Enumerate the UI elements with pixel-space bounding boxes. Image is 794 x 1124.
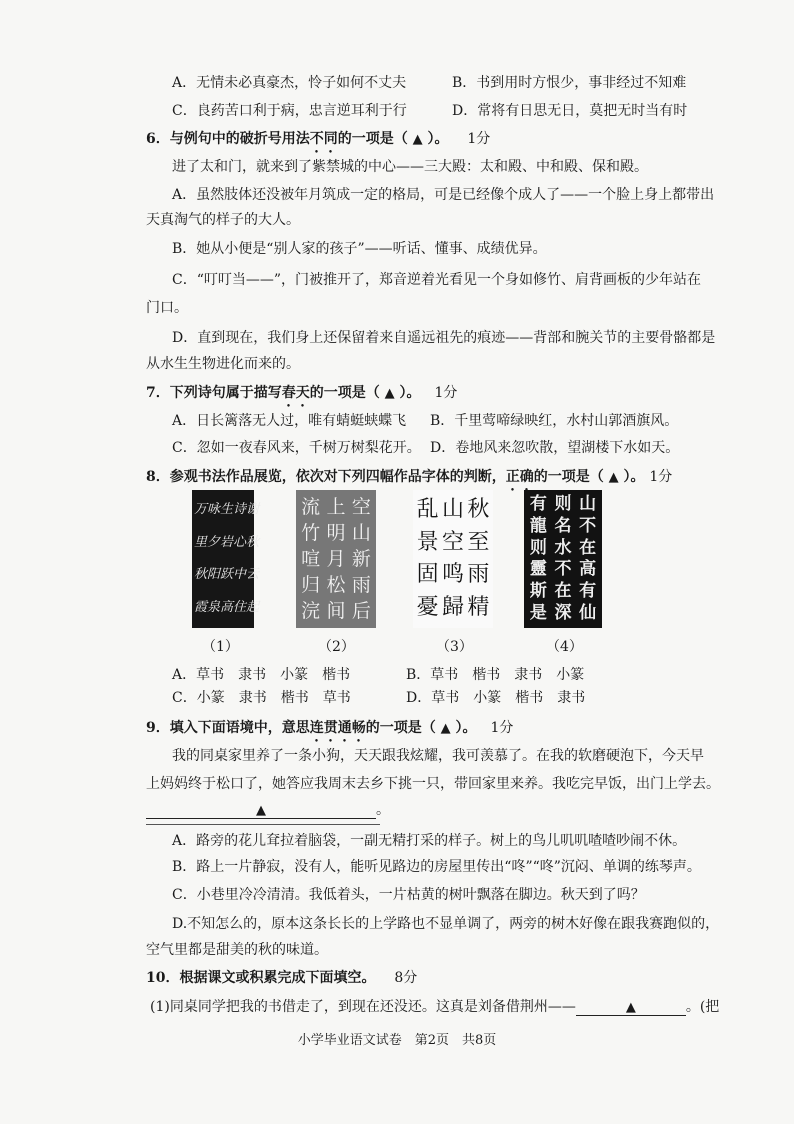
q8-stem-text: 参观书法作品展览，依次对下列四幅作品字体的判断，: [169, 469, 506, 485]
calligraphy-char: 浣: [301, 600, 321, 622]
calligraphy-char: 空: [441, 529, 464, 555]
answer-mark: ▲: [440, 721, 451, 736]
calligraphy-char: 谢: [246, 502, 260, 518]
calligraphy-char: 不: [579, 515, 597, 536]
calligraphy-char: 起: [246, 599, 260, 615]
calligraphy-char: 里: [194, 534, 208, 550]
q8-score: 1分: [649, 469, 673, 485]
q9-option-d-line1: D.不知怎么的，原本这条长长的上学路也不显单调了，两旁的树木好像在跟我赛跑似的，: [172, 916, 720, 932]
q9-option-d-line2: 空气里都是甜美的秋的味道。: [146, 942, 328, 958]
calligraphy-char: 歸: [441, 594, 464, 620]
calligraphy-char: 鸣: [441, 562, 464, 588]
calligraphy-char: 仙: [579, 602, 597, 623]
calligraphy-char: 山: [351, 522, 371, 544]
calligraphy-char: 万: [194, 502, 208, 518]
calligraphy-char: 在: [579, 537, 597, 558]
q9-passage-line1: 我的同桌家里养了一条小狗，天天跟我炫耀，我可羡慕了。在我的软磨硬泡下，今天早: [172, 748, 704, 764]
calligraphy-char: 月: [326, 548, 346, 570]
q6-example: 进了太和门，就来到了紫禁城的中心——三大殿：太和殿、中和殿、保和殿。: [172, 159, 648, 175]
q10-number: 10．: [146, 970, 180, 986]
calligraphy-column: [326, 494, 345, 624]
q5-option-b: B．书到用时方恨少，事非经过不知难: [452, 75, 687, 91]
q6-stem-text-2: 的一项是（: [337, 131, 408, 147]
q7-option-c: C．忽如一夜春风来，千树万树梨花开。: [172, 440, 421, 456]
q9-stem-text-2: 的一项是（: [365, 720, 436, 736]
calligraphy-column: [301, 494, 320, 624]
calligraphy-char: 山: [441, 497, 464, 523]
calligraphy-column: [442, 494, 464, 624]
q6-option-b: B．她从小便是“别人家的孩子”——听话、懂事、成绩优异。: [172, 241, 547, 257]
calligraphy-char: 固: [416, 562, 439, 588]
calligraphy-char: 憂: [416, 594, 439, 620]
q10-item-1-end: 。(把: [685, 999, 720, 1015]
calligraphy-char: 秋: [467, 497, 490, 523]
calligraphy-char: 上: [326, 496, 346, 518]
calligraphy-work-3: [413, 490, 493, 628]
calligraphy-char: 流: [301, 496, 321, 518]
q8-option-b: B．草书 楷书 隶书 小篆: [406, 667, 585, 683]
q5-option-a: A．无情未必真豪杰，怜子如何不丈夫: [172, 75, 407, 91]
calligraphy-char: 间: [326, 600, 346, 622]
q9-option-c: C．小巷里冷冷清清。我低着头，一片枯黄的树叶飘落在脚边。秋天到了吗？: [172, 887, 645, 903]
calligraphy-char: 心: [233, 534, 247, 550]
calligraphy-char: 龍: [529, 515, 547, 536]
calligraphy-char: 雨: [351, 574, 371, 596]
calligraphy-char: 中: [233, 567, 247, 583]
q6-emphasis: 不同: [309, 131, 338, 147]
calligraphy-char: 则: [554, 494, 572, 515]
q10-item-1-text: (1)同桌同学把我的书借走了，到现在还没还。这真是刘备借荆州——: [150, 999, 576, 1015]
answer-mark: ▲: [608, 470, 619, 485]
q9-stem-text: 填入下面语境中，意思: [169, 720, 310, 736]
calligraphy-char: 有: [579, 580, 597, 601]
calligraphy-char: 乱: [416, 497, 439, 523]
calligraphy-char: 精: [467, 594, 490, 620]
q6-option-c-line1: C．“叮叮当——”，门被推开了，郑音逆着光看见一个身如修竹、肩背画板的少年站在: [172, 272, 702, 288]
calligraphy-char: 新: [351, 548, 371, 570]
q8-option-c: C．小篆 隶书 楷书 草书: [172, 690, 351, 706]
calligraphy-char: 霞: [194, 599, 208, 615]
work-caption-2: （2）: [318, 639, 355, 655]
calligraphy-column: [352, 494, 371, 624]
calligraphy-char: 跃: [220, 567, 234, 583]
work-caption-4: （4）: [546, 639, 583, 655]
calligraphy-char: 高: [220, 599, 234, 615]
work-caption-3: （3）: [436, 639, 473, 655]
calligraphy-char: 咏: [207, 502, 221, 518]
q10-answer-blank[interactable]: [576, 999, 686, 1016]
calligraphy-char: 深: [554, 602, 572, 623]
q7-emphasis: 春天: [281, 385, 310, 401]
q8-stem-text-3: ）。: [623, 469, 645, 485]
calligraphy-char: 岩: [220, 534, 234, 550]
q7-number: 7．: [146, 385, 170, 401]
calligraphy-column: [233, 494, 246, 624]
calligraphy-work-1: [192, 490, 260, 628]
work-caption-1: （1）: [202, 639, 239, 655]
calligraphy-char: 秋: [194, 567, 208, 583]
calligraphy-char: 在: [554, 580, 572, 601]
calligraphy-char: 夕: [207, 534, 221, 550]
calligraphy-char: 高: [579, 559, 597, 580]
page-footer: 小学毕业语文试卷 第2页 共8页: [297, 1033, 497, 1048]
calligraphy-char: 住: [233, 599, 247, 615]
q6-score: 1分: [467, 131, 491, 147]
calligraphy-work-2: [296, 490, 376, 628]
q7-option-a: A．日长篱落无人过，唯有蜻蜓蛱蝶飞: [172, 413, 407, 429]
q6-stem: [146, 129, 490, 156]
q9-passage-line2: 上妈妈终于松口了，她答应我周末去乡下挑一只，带回家里来养。我吃完早饭，出门上学去。: [146, 776, 720, 792]
calligraphy-char: 明: [326, 522, 346, 544]
q8-number: 8．: [146, 469, 170, 485]
calligraphy-char: 阳: [207, 567, 221, 583]
q10-item-1: [150, 997, 719, 1017]
calligraphy-char: 靈: [529, 559, 547, 580]
q7-stem-text-3: ）。: [399, 385, 421, 401]
q6-option-a-line2: 天真淘气的样子的大人。: [146, 212, 300, 228]
q8-stem-text-2: 的一项是（: [533, 469, 604, 485]
calligraphy-char: 景: [416, 529, 439, 555]
answer-mark: ▲: [412, 132, 423, 147]
q9-blank-end: 。: [376, 802, 390, 818]
q6-number: 6．: [146, 131, 170, 147]
answer-mark: ▲: [256, 803, 266, 818]
calligraphy-char: 云: [246, 567, 260, 583]
calligraphy-char: 有: [529, 494, 547, 515]
q10-score: 8分: [394, 970, 418, 986]
calligraphy-char: 泉: [207, 599, 221, 615]
q8-emphasis: 正确: [505, 469, 534, 485]
calligraphy-column: [554, 494, 571, 624]
calligraphy-char: 名: [554, 515, 572, 536]
q10-stem: [146, 968, 417, 988]
calligraphy-column: [246, 494, 259, 624]
answer-mark: ▲: [625, 1000, 636, 1015]
q7-option-d: D．卷地风来忽吹散，望湖楼下水如天。: [430, 440, 680, 456]
calligraphy-char: 喧: [301, 548, 321, 570]
calligraphy-char: 雨: [467, 562, 490, 588]
q9-stem-text-3: ）。: [455, 720, 477, 736]
calligraphy-column: [579, 494, 596, 624]
calligraphy-char: 水: [554, 537, 572, 558]
calligraphy-char: 归: [301, 574, 321, 596]
calligraphy-char: 山: [579, 494, 597, 515]
q7-stem: [146, 383, 457, 410]
q9-score: 1分: [490, 720, 514, 736]
calligraphy-char: 是: [529, 602, 547, 623]
q7-score: 1分: [434, 385, 458, 401]
calligraphy-column: [207, 494, 220, 624]
q6-stem-text: 与例句中的破折号用法: [169, 131, 310, 147]
calligraphy-char: 诗: [233, 502, 247, 518]
q6-option-d-line1: D．直到现在，我们身上还保留着来自遥远祖先的痕迹——背部和腕关节的主要骨骼都是: [172, 330, 716, 346]
q5-option-d: D．常将有日思无日，莫把无时当有时: [452, 103, 688, 119]
q7-stem-text-2: 的一项是（: [309, 385, 380, 401]
calligraphy-char: 后: [351, 600, 371, 622]
q10-stem-text: 根据课文或积累完成下面填空。: [179, 970, 376, 986]
q9-divider: [146, 824, 380, 825]
calligraphy-char: 不: [554, 559, 572, 580]
q9-answer-blank[interactable]: [146, 802, 376, 819]
calligraphy-column: [220, 494, 233, 624]
q6-option-a-line1: A．虽然肢体还没被年月筑成一定的格局，可是已经像个成人了——一个脸上身上都带出: [172, 187, 715, 203]
calligraphy-char: 空: [351, 496, 371, 518]
q6-option-c-line2: 门口。: [146, 300, 188, 316]
q9-number: 9．: [146, 720, 170, 736]
q6-option-d-line2: 从水生生物进化而来的。: [146, 356, 300, 372]
calligraphy-char: 生: [220, 502, 234, 518]
q8-option-a: A．草书 隶书 小篆 楷书: [172, 667, 351, 683]
calligraphy-char: 斯: [529, 580, 547, 601]
calligraphy-work-4: [524, 490, 602, 628]
calligraphy-char: 至: [467, 529, 490, 555]
q9-option-a: A．路旁的花儿耷拉着脑袋，一副无精打采的样子。树上的鸟儿叽叽喳喳吵闹不休。: [172, 833, 687, 849]
calligraphy-column: [194, 494, 207, 624]
q9-emphasis: 连贯通畅: [309, 720, 366, 736]
calligraphy-char: 松: [326, 574, 346, 596]
q7-stem-text: 下列诗句属于描写: [169, 385, 282, 401]
calligraphy-char: 秋: [246, 534, 260, 550]
q9-option-b: B．路上一片静寂，没有人，能听见路边的房屋里传出“咚”“咚”沉闷、单调的练琴声。: [172, 859, 701, 875]
calligraphy-column: [530, 494, 547, 624]
calligraphy-char: 竹: [301, 522, 321, 544]
q7-option-b: B．千里莺啼绿映红，水村山郭酒旗风。: [430, 413, 679, 429]
calligraphy-char: 则: [529, 537, 547, 558]
q9-blank-line: [146, 800, 390, 820]
calligraphy-column: [417, 494, 439, 624]
q8-option-d: D．草书 小篆 楷书 隶书: [406, 690, 586, 706]
q9-stem: [146, 718, 513, 745]
calligraphy-column: [467, 494, 489, 624]
q6-stem-text-3: ）。: [427, 131, 449, 147]
q5-option-c: C．良药苦口利于病，忠言逆耳利于行: [172, 103, 407, 119]
answer-mark: ▲: [384, 386, 395, 401]
